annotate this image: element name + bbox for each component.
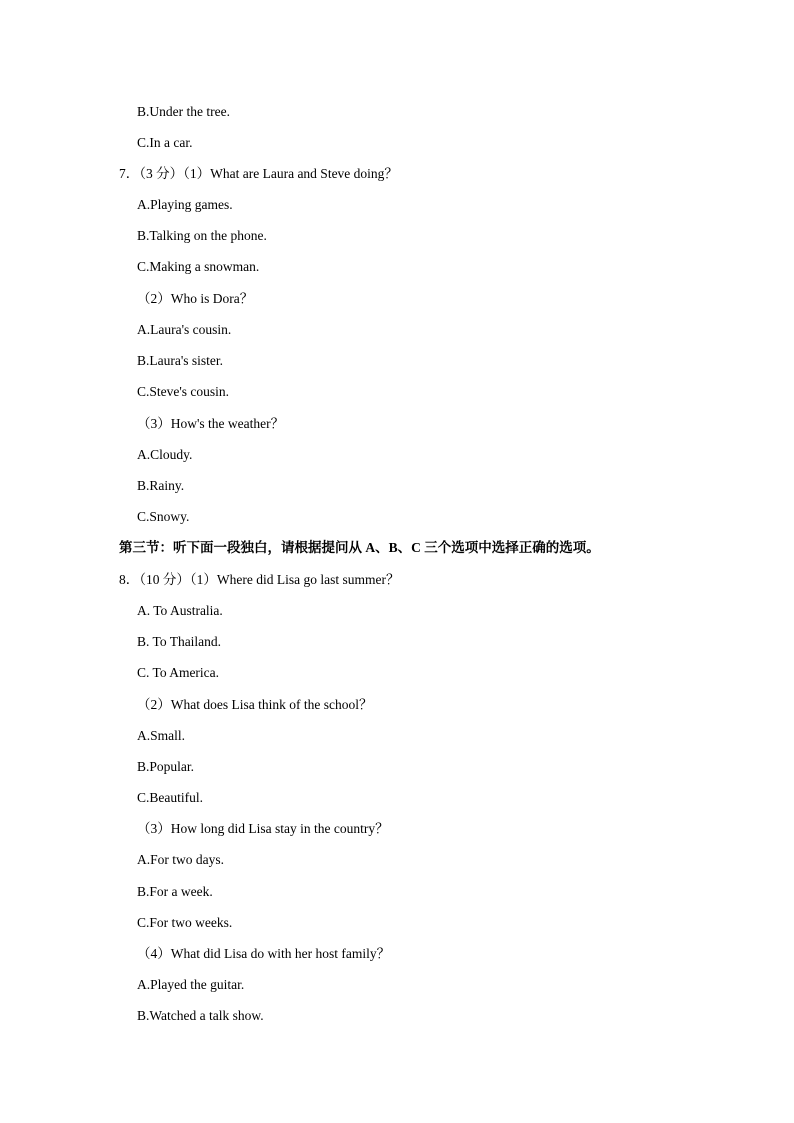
option-8-1-c: C. To America.	[137, 665, 220, 680]
question-8-3: （3）How long did Lisa stay in the country？	[137, 821, 389, 836]
option-8-3-c: C.For two weeks.	[137, 915, 233, 930]
option-8-1-b: B. To Thailand.	[137, 634, 222, 649]
option-8-3-a: A.For two days.	[137, 852, 224, 867]
question-7-2: （2）Who is Dora？	[137, 291, 254, 306]
question-7-header: 7．（3 分）（1）What are Laura and Steve doing？	[119, 166, 398, 181]
option-7-prev-b: B.Under the tree.	[137, 104, 230, 119]
option-7-1-c: C.Making a snowman.	[137, 259, 260, 274]
option-7-2-a: A.Laura's cousin.	[137, 322, 232, 337]
question-8-header: 8．（10 分）（1）Where did Lisa go last summer？	[119, 572, 400, 587]
option-7-prev-c: C.In a car.	[137, 135, 193, 150]
option-7-2-b: B.Laura's sister.	[137, 353, 224, 368]
option-8-1-a: A. To Australia.	[137, 603, 223, 618]
option-8-2-c: C.Beautiful.	[137, 790, 203, 805]
question-7-3: （3）How's the weather？	[137, 416, 285, 431]
option-8-2-a: A.Small.	[137, 728, 186, 743]
option-7-3-a: A.Cloudy.	[137, 447, 193, 462]
option-7-3-c: C.Snowy.	[137, 509, 190, 524]
option-7-2-c: C.Steve's cousin.	[137, 384, 230, 399]
option-7-1-a: A.Playing games.	[137, 197, 233, 212]
option-8-3-b: B.For a week.	[137, 884, 213, 899]
option-8-4-b: B.Watched a talk show.	[137, 1008, 264, 1023]
option-8-2-b: B.Popular.	[137, 759, 195, 774]
question-8-4: （4）What did Lisa do with her host family？	[137, 946, 391, 961]
question-8-2: （2）What does Lisa think of the school？	[137, 697, 373, 712]
option-7-1-b: B.Talking on the phone.	[137, 228, 267, 243]
option-8-4-a: A.Played the guitar.	[137, 977, 245, 992]
section-3-instruction: 第三节：听下面一段独白，请根据提问从 A、B、C 三个选项中选择正确的选项。	[119, 540, 600, 555]
option-7-3-b: B.Rainy.	[137, 478, 185, 493]
